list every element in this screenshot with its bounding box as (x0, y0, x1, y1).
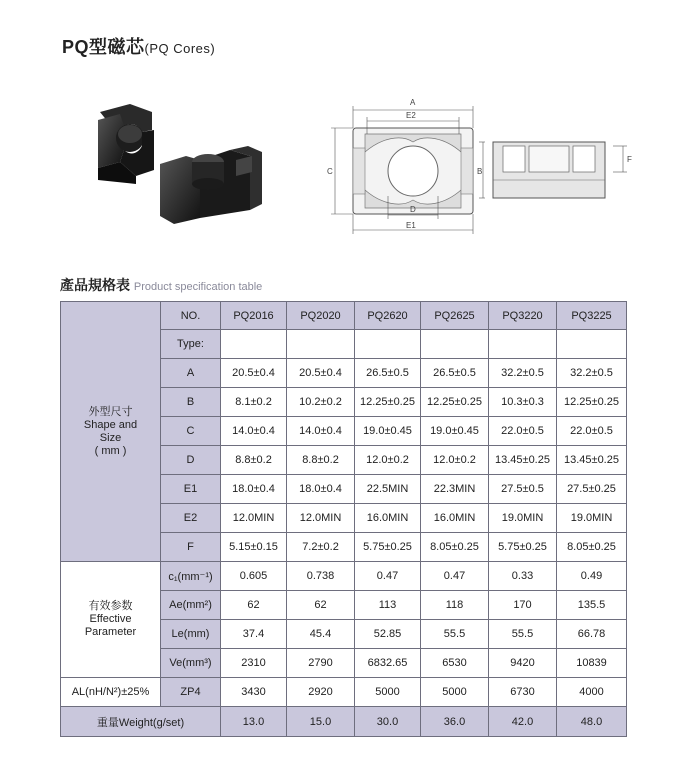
cell: 19.0MIN (557, 504, 627, 533)
cell: 26.5±0.5 (421, 359, 489, 388)
cell: 45.4 (287, 620, 355, 649)
type-cell (421, 330, 489, 359)
weight-name: 重量Weight(g/set) (61, 707, 221, 737)
cell: 5.15±0.15 (221, 533, 287, 562)
row-label: Le(mm) (161, 620, 221, 649)
cell: 12.0MIN (221, 504, 287, 533)
side-view (493, 142, 605, 198)
cell: 135.5 (557, 591, 627, 620)
section-title (60, 275, 262, 295)
al-name: AL(nH/N²)±25% (61, 678, 161, 707)
row-label: E1 (161, 475, 221, 504)
header-label: NO. (161, 302, 221, 330)
cell: 22.0±0.5 (489, 417, 557, 446)
model-header: PQ2020 (287, 302, 355, 330)
cell: 12.0±0.2 (421, 446, 489, 475)
cell: 13.0 (221, 707, 287, 737)
cell: 20.5±0.4 (287, 359, 355, 388)
cell: 10839 (557, 649, 627, 678)
model-header: PQ2625 (421, 302, 489, 330)
front-view (353, 128, 473, 214)
row-label: Ae(mm²) (161, 591, 221, 620)
cell: 62 (287, 591, 355, 620)
cell: 5000 (355, 678, 421, 707)
group-line: Parameter (84, 626, 137, 638)
cell: 55.5 (489, 620, 557, 649)
weight-row (61, 707, 627, 737)
group-shape-size (61, 302, 161, 562)
row-label: D (161, 446, 221, 475)
cell: 8.05±0.25 (557, 533, 627, 562)
cell: 12.0MIN (287, 504, 355, 533)
model-header: PQ3220 (489, 302, 557, 330)
cell: 13.45±0.25 (557, 446, 627, 475)
group-line: Effective (89, 613, 132, 625)
spec-table (60, 301, 627, 737)
row-label: A (161, 359, 221, 388)
table-row (61, 562, 627, 591)
cell: 48.0 (557, 707, 627, 737)
model-header: PQ2620 (355, 302, 421, 330)
group-line: ( mm ) (94, 444, 127, 457)
model-header: PQ2016 (221, 302, 287, 330)
row-label: F (161, 533, 221, 562)
cell: 16.0MIN (421, 504, 489, 533)
cell: 10.2±0.2 (287, 388, 355, 417)
row-label: B (161, 388, 221, 417)
title-main: PQ型磁芯 (62, 37, 145, 57)
cell: 8.8±0.2 (221, 446, 287, 475)
row-label: E2 (161, 504, 221, 533)
cell: 113 (355, 591, 421, 620)
al-row (61, 678, 627, 707)
cell: 27.5±0.25 (557, 475, 627, 504)
cell: 8.8±0.2 (287, 446, 355, 475)
cell: 14.0±0.4 (221, 417, 287, 446)
cell: 2790 (287, 649, 355, 678)
title-sub: (PQ Cores) (144, 41, 216, 56)
cell: 170 (489, 591, 557, 620)
cell: 9420 (489, 649, 557, 678)
cell: 22.5MIN (355, 475, 421, 504)
cell: 0.47 (355, 562, 421, 591)
label-e1: E1 (406, 221, 416, 230)
cell: 62 (221, 591, 287, 620)
cell: 0.49 (557, 562, 627, 591)
cell: 66.78 (557, 620, 627, 649)
cell: 52.85 (355, 620, 421, 649)
cell: 0.605 (221, 562, 287, 591)
cell: 36.0 (421, 707, 489, 737)
label-b: B (477, 167, 483, 176)
label-a: A (410, 98, 416, 107)
dimension-drawing (325, 90, 650, 240)
cell: 7.2±0.2 (287, 533, 355, 562)
cell: 4000 (557, 678, 627, 707)
header-row (61, 302, 627, 330)
cell: 26.5±0.5 (355, 359, 421, 388)
cell: 16.0MIN (355, 504, 421, 533)
cell: 0.47 (421, 562, 489, 591)
section-title-sub: Product specification table (133, 281, 263, 293)
cell: 6730 (489, 678, 557, 707)
row-label: Ve(mm³) (161, 649, 221, 678)
label-f: F (627, 155, 632, 164)
row-label: ZP4 (161, 678, 221, 707)
cell: 22.3MIN (421, 475, 489, 504)
group-line: 外型尺寸 (88, 405, 133, 418)
cell: 30.0 (355, 707, 421, 737)
cell: 19.0MIN (489, 504, 557, 533)
type-cell (221, 330, 287, 359)
cell: 12.25±0.25 (355, 388, 421, 417)
cell: 8.1±0.2 (221, 388, 287, 417)
cell: 15.0 (287, 707, 355, 737)
cell: 19.0±0.45 (421, 417, 489, 446)
cell: 12.25±0.25 (557, 388, 627, 417)
cell: 18.0±0.4 (221, 475, 287, 504)
cell: 0.33 (489, 562, 557, 591)
section-title-main: 產品規格表 (60, 277, 130, 293)
cell: 12.25±0.25 (421, 388, 489, 417)
row-label: c₁(mm⁻¹) (161, 562, 221, 591)
cell: 13.45±0.25 (489, 446, 557, 475)
cell: 19.0±0.45 (355, 417, 421, 446)
cell: 0.738 (287, 562, 355, 591)
page-title (62, 33, 215, 59)
cell: 27.5±0.5 (489, 475, 557, 504)
cell: 6832.65 (355, 649, 421, 678)
group-effective-parameter (61, 562, 161, 678)
cell: 20.5±0.4 (221, 359, 287, 388)
cell: 6530 (421, 649, 489, 678)
cell: 3430 (221, 678, 287, 707)
group-line: Size (99, 431, 122, 444)
label-c: C (327, 167, 333, 176)
cell: 42.0 (489, 707, 557, 737)
cell: 5.75±0.25 (489, 533, 557, 562)
product-photo (90, 100, 265, 225)
cell: 2920 (287, 678, 355, 707)
type-cell (557, 330, 627, 359)
cell: 32.2±0.5 (489, 359, 557, 388)
group-line: Shape and (83, 418, 138, 431)
row-label: C (161, 417, 221, 446)
cell: 10.3±0.3 (489, 388, 557, 417)
cell: 22.0±0.5 (557, 417, 627, 446)
cell: 5.75±0.25 (355, 533, 421, 562)
cell: 32.2±0.5 (557, 359, 627, 388)
cell: 2310 (221, 649, 287, 678)
cell: 8.05±0.25 (421, 533, 489, 562)
cell: 5000 (421, 678, 489, 707)
cell: 55.5 (421, 620, 489, 649)
cell: 118 (421, 591, 489, 620)
type-cell (489, 330, 557, 359)
group-line: 有效参数 (88, 600, 133, 612)
type-cell (355, 330, 421, 359)
cell: 12.0±0.2 (355, 446, 421, 475)
label-d: D (410, 205, 416, 214)
cell: 14.0±0.4 (287, 417, 355, 446)
type-cell (287, 330, 355, 359)
cell: 18.0±0.4 (287, 475, 355, 504)
cell: 37.4 (221, 620, 287, 649)
type-label: Type: (161, 330, 221, 359)
label-e2: E2 (406, 111, 416, 120)
model-header: PQ3225 (557, 302, 627, 330)
